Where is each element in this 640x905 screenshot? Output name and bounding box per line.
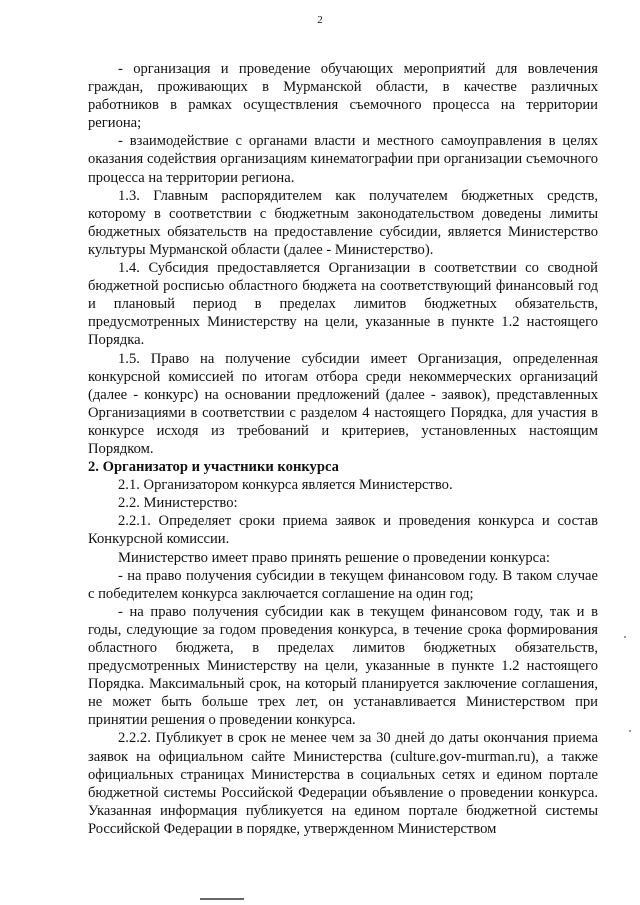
paragraph: - организация и проведение обучающих мероприятий для вовлечения граждан, проживающих в Мурманской области, в качестве различных работников в рамках осуществления съемочного процесса на территории региона; xyxy=(88,61,598,132)
paragraph: 2.2.1. Определяет сроки приема заявок и проведения конкурса и состав Конкурсной комиссии. xyxy=(88,513,598,548)
paragraph: Министерство имеет право принять решение о проведении конкурса: xyxy=(118,549,550,566)
paragraph: 2.1. Организатором конкурса является Министерство. xyxy=(118,477,453,494)
paragraph: - на право получения субсидии в текущем финансовом году. В таком случае с победителем конкурса заключается соглашение на один год; xyxy=(88,567,598,602)
page-bottom-mark xyxy=(200,898,244,900)
scan-speck xyxy=(629,730,631,732)
paragraph: 1.4. Субсидия предоставляется Организации в соответствии со сводной бюджетной росписью областного бюджета на соответствующий финансовый год и плановый период в пределах лимитов бюджетных обязательств, предусмотренных Министерству на цели, указанные в пункте 1.2 настоящего Порядка. xyxy=(88,260,598,349)
paragraph: 1.3. Главным распорядителем как получателем бюджетных средств, которому в соответствии с бюджетным законодательством доведены лимиты бюджетных обязательств на предоставление субсидии, является Министерство культуры Мурманской области (далее - Министерство). xyxy=(88,187,598,258)
paragraph: 2.2. Министерство: xyxy=(118,495,238,512)
document-body xyxy=(88,60,598,838)
scan-speck xyxy=(624,636,626,638)
page-number: 2 xyxy=(317,14,323,26)
section-heading: 2. Организатор и участники конкурса xyxy=(88,459,339,476)
paragraph: 2.2.2. Публикует в срок не менее чем за 30 дней до даты окончания приема заявок на официальном сайте Министерства (culture.gov-murman.ru), а также официальных страницах Министерства в социальных сетях и едином портале бюджетной системы Российской Федерации объявление о проведении конкурса. Указанная информация публикуется на едином портале бюджетной системы Российской Федерации в порядке, утвержденном Министерством xyxy=(88,730,598,837)
paragraph: - на право получения субсидии как в текущем финансовом году, так и в годы, следующие за годом проведения конкурса, в течение срока формирования областного бюджета, в пределах лимитов бюджетных обязательств, предусмотренных Министерству на цели, указанные в пункте 1.2 настоящего Порядка. Максимальный срок, на который планируется заключение соглашения, не может быть больше трех лет, он устанавливается Министерством при принятии решения о проведении конкурса. xyxy=(88,603,598,729)
paragraph: 1.5. Право на получение субсидии имеет Организация, определенная конкурсной комиссией по итогам отбора среди некоммерческих организаций (далее - конкурс) на основании предложений (далее - заявок), представленных Организациями в соответствии с разделом 4 настоящего Порядка, для участия в конкурсе исходя из требований и критериев, установленных настоящим Порядком. xyxy=(88,350,598,457)
paragraph: - взаимодействие с органами власти и местного самоуправления в целях оказания содействия организациям кинематографии при организации съемочного процесса на территории региона. xyxy=(88,133,598,186)
